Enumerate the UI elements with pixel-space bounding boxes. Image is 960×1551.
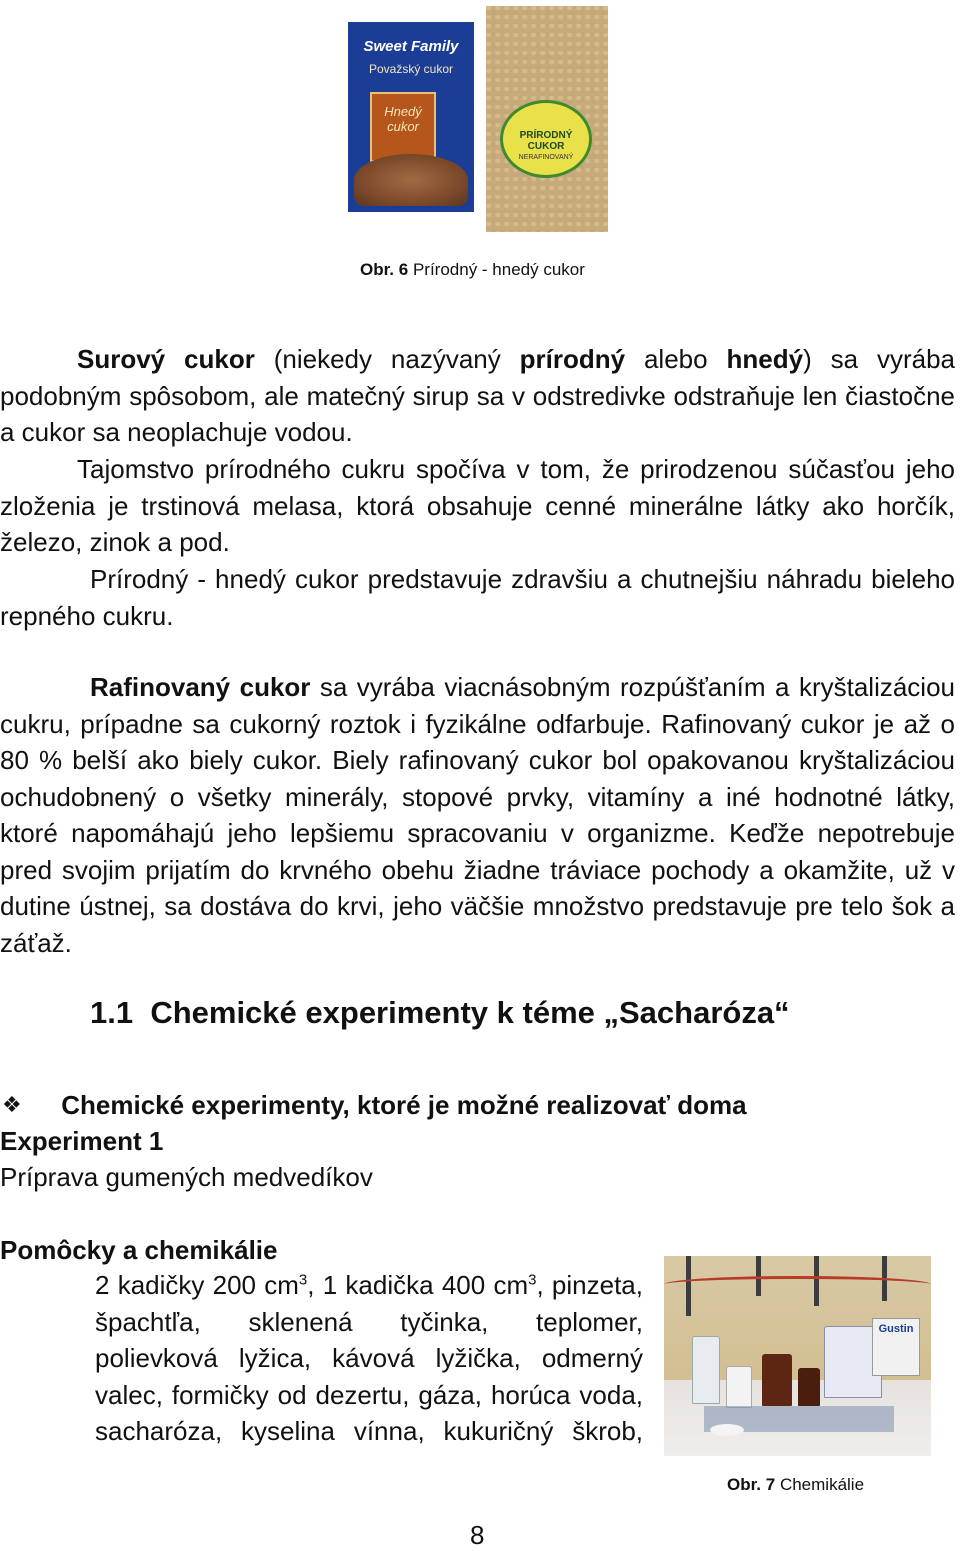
term-natural: prírodný	[519, 344, 626, 374]
rubber-hose	[664, 1276, 931, 1293]
white-powder	[710, 1424, 744, 1436]
glass-cylinder	[692, 1336, 720, 1404]
text-run: , 1 kadička 400 cm	[307, 1270, 529, 1300]
term-raw-sugar: Surový cukor	[77, 344, 255, 374]
package-subtitle: Považský cukor	[368, 62, 454, 76]
caption-label: Obr.	[727, 1475, 762, 1494]
brown-bottle	[762, 1354, 792, 1406]
natural-sugar-package-image	[486, 6, 608, 232]
term-brown: hnedý	[726, 344, 804, 374]
page-number: 8	[470, 1520, 485, 1550]
tools-list	[95, 1267, 643, 1450]
text-run: 2 kadičky 200 cm	[95, 1270, 299, 1300]
experiment-subtitle: Príprava gumených medvedíkov	[0, 1162, 373, 1192]
gustin-box	[872, 1318, 920, 1376]
tools-line-5: sacharóza, kyselina vínna, kukuričný škrob,	[95, 1416, 643, 1446]
package-seal	[500, 100, 592, 178]
bullet-heading-row	[2, 1087, 747, 1123]
figure-6-caption	[360, 260, 585, 280]
experiment-title: Experiment 1	[0, 1126, 164, 1156]
text-run: , pinzeta,	[536, 1270, 643, 1300]
tools-line-3: polievková lyžica, kávová lyžička, odmerný	[95, 1343, 643, 1373]
sugar-heap	[354, 154, 468, 206]
paragraph-healthier: Prírodný - hnedý cukor predstavuje zdravšiu a chutnejšiu náhradu bieleho repného cukru.	[0, 564, 955, 631]
text-run: (niekedy nazývaný	[254, 344, 520, 374]
caption-number: 7	[765, 1475, 776, 1494]
superscript: 3	[528, 1271, 537, 1289]
caption-text: Prírodný - hnedý cukor	[412, 260, 585, 279]
chemicals-photo	[664, 1256, 931, 1456]
tools-line-1	[95, 1267, 643, 1304]
paragraph-secret: Tajomstvo prírodného cukru spočíva v tom, že prirodzenou súčasťou jeho zloženia je trstinová melasa, ktorá obsahuje cenné minerálne látky ako horčík, železo, zinok a pod.	[0, 454, 955, 557]
paragraph-refined-sugar	[0, 669, 955, 961]
section-heading: 1.1 Chemické experimenty k téme „Sacharóza“	[90, 995, 790, 1030]
figure-7-caption	[727, 1475, 864, 1495]
paragraph-raw-sugar	[0, 341, 955, 451]
tools-line-4: valec, formičky od dezertu, gáza, horúca voda,	[95, 1379, 643, 1410]
box-label: Gustin	[878, 1323, 914, 1335]
brown-bottle	[798, 1368, 820, 1406]
text-run: sa vyrába viacnásobným rozpúšťaním a kryštalizáciou cukru, prípadne sa cukorný roztok i fyzikálne odfarbuje. Rafinovaný cukor je až o 80 % belší ako biely cukor. Biely rafinovaný cukor bol opakovanou kryštalizáciou ochudobnený o všetky minerály, stopové prvky, vitamíny a iné hodnotné látky, ktoré napomáhajú jeho lepšiemu spracovaniu v organizme. Keďže nepotrebuje pred svojim prijatím do krvného obehu žiadne tráviace pochody a okamžite, už v dutine ústnej, sa dostáva do krvi, jeho väčšie množstvo predstavuje pre telo šok a záťaž.	[0, 672, 956, 958]
diamond-bullet-icon: ❖	[2, 1092, 22, 1117]
caption-text: Chemikálie	[779, 1475, 865, 1494]
text-run: alebo	[625, 344, 727, 374]
caption-number: 6	[398, 260, 409, 279]
seal-name: PRÍRODNÝ CUKOR	[519, 130, 573, 152]
superscript: 3	[298, 1271, 308, 1289]
tools-line-2: špachtľa, sklenená tyčinka, teplomer,	[95, 1306, 643, 1337]
seal-small-text: NERAFINOVANÝ	[518, 154, 574, 161]
caption-label: Obr.	[360, 260, 395, 279]
white-bottle	[726, 1366, 752, 1408]
text-run: ) sa vyrába podobným spôsobom, ale matečný sirup sa v odstredivke odstraňuje len čiastočne a cukor sa neoplachuje vodou.	[0, 344, 955, 447]
package-brand: Sweet Family	[363, 38, 459, 55]
bullet-heading: Chemické experimenty, ktoré je možné realizovať doma	[61, 1090, 747, 1120]
brown-sugar-package-image	[348, 22, 474, 212]
tools-heading: Pomôcky a chemikálie	[0, 1235, 278, 1265]
term-refined-sugar: Rafinovaný cukor	[90, 672, 311, 702]
package-label: Hnedý cukor	[370, 92, 436, 162]
